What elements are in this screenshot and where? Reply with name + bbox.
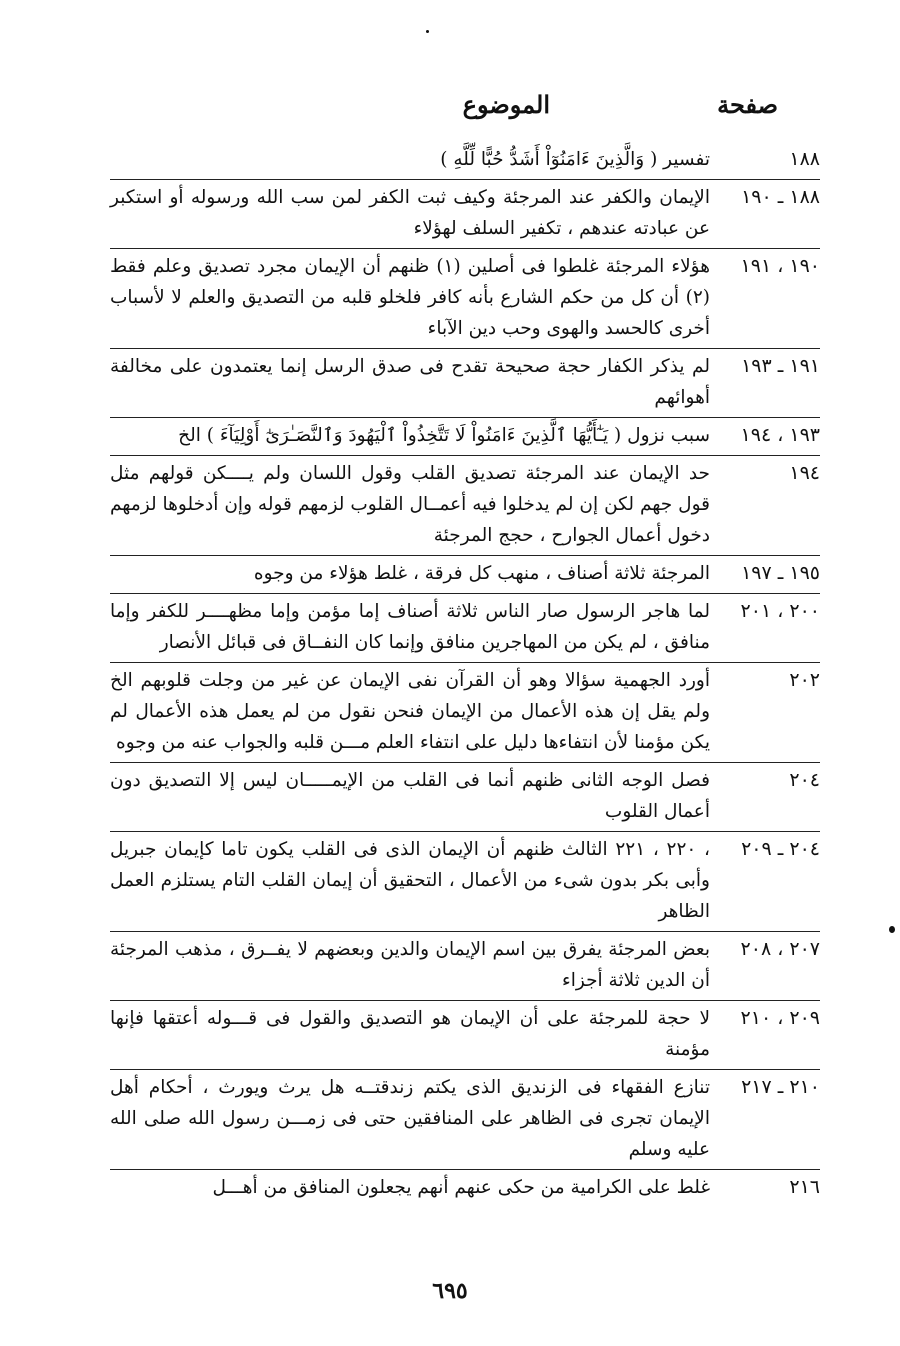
index-entry bbox=[110, 418, 820, 456]
entry-topic-text: الإيمان والكفر عند المرجئة وكيف ثبت الكفر لمن سب الله ورسوله أو استكبر عن عبادته عندهم ، تكفير السلف لهؤلاء bbox=[110, 187, 710, 239]
entry-page-range: ٢٠٤ ـ ٢٠٩ bbox=[741, 838, 820, 860]
index-entry bbox=[110, 556, 820, 594]
page-column-heading: صفحة bbox=[717, 90, 778, 119]
entry-topic-text: هؤلاء المرجئة غلطوا فى أصلين (١) ظنهم أن الإيمان مجرد تصديق وعلم فقط (٢) أن كل من حكم الشارع بأنه كافر فلخلو قلبه من التصديق والعلم لا لأسباب أخرى كالحسد والهوى وحب دين الآباء bbox=[110, 256, 710, 339]
entry-page-range: ٢٠٩ ، ٢١٠ bbox=[740, 1007, 820, 1029]
entry-page-range: ١٩٣ ، ١٩٤ bbox=[740, 424, 820, 446]
entry-topic-text: سبب نزول ( يَـٰٓأَيُّهَا ٱلَّذِينَ ءَامَنُواْ لَا تَتَّخِذُواْ ٱلْيَهُودَ وَٱلنَّصَـٰرَىٰٓ أَوْلِيَآءَ ) الخ bbox=[178, 425, 710, 446]
entry-page-range: ٢١٠ ـ ٢١٧ bbox=[741, 1076, 820, 1098]
entry-topic-text: تفسير ( وَالَّذِينَ ءَامَنُوٓاْ أَشَدُّ حُبًّا لِّلَّهِ ) bbox=[440, 149, 710, 170]
index-entry bbox=[110, 1070, 820, 1170]
index-entry bbox=[110, 180, 820, 249]
index-header bbox=[0, 90, 900, 130]
entry-topic-text: لما هاجر الرسول صار الناس ثلاثة أصناف إما مؤمن وإما مظهــــر للكفر وإما منافق ، لم يكن من المهاجرين منافق وإنما كان النفــاق فى قبائل الأنصار bbox=[110, 601, 710, 653]
entry-topic-text: ، ٢٢٠ ، ٢٢١ الثالث ظنهم أن الإيمان الذى فى القلب يكون تاما كإيمان جبريل وأبى بكر بدون شىء من الأعمال ، التحقيق أن إيمان القلب التام يستلزم العمل الظاهر bbox=[110, 839, 710, 922]
entry-page-range: ١٩١ ـ ١٩٣ bbox=[741, 355, 820, 377]
entry-topic-text: حد الإيمان عند المرجئة تصديق القلب وقول اللسان ولم يــــكن قولهم مثل قول جهم لكن إن لم يدخلوا فيه أعمــال القلوب لزمهم قوله وإن أدخلوها لزمهم دخول أعمال الجوارح ، حجج المرجئة bbox=[110, 463, 710, 546]
index-entry bbox=[110, 1001, 820, 1070]
entry-topic-text: المرجئة ثلاثة أصناف ، منهب كل فرقة ، غلط هؤلاء من وجوه bbox=[253, 563, 710, 584]
entry-topic-text: تنازع الفقهاء فى الزنديق الذى يكتم زندقتــه هل يرث ويورث ، أحكام أهل الإيمان تجرى فى الظاهر على المنافقين حتى فى زمـــن رسول الله صلى الله عليه وسلم bbox=[110, 1077, 710, 1160]
index-entry bbox=[110, 142, 820, 180]
index-entry bbox=[110, 663, 820, 763]
entry-page-range: ١٨٨ bbox=[789, 148, 820, 170]
index-entry bbox=[110, 594, 820, 663]
index-entry bbox=[110, 832, 820, 932]
index-entry bbox=[110, 1170, 820, 1207]
page-number: ٦٩٥ bbox=[432, 1278, 468, 1304]
entry-topic-text: بعض المرجئة يفرق بين اسم الإيمان والدين وبعضهم لا يفــرق ، مذهب المرجئة أن الدين ثلاثة أجزاء bbox=[110, 939, 710, 991]
entry-topic-text: غلط على الكرامية من حكى عنهم أنهم يجعلون المنافق من أهـــل bbox=[212, 1177, 710, 1198]
entry-page-range: ١٩٥ ـ ١٩٧ bbox=[741, 562, 820, 584]
index-entry bbox=[110, 456, 820, 556]
entry-page-range: ٢٠٧ ، ٢٠٨ bbox=[740, 938, 820, 960]
entry-page-range: ١٩٠ ، ١٩١ bbox=[740, 255, 820, 277]
entry-topic-text: لا حجة للمرجئة على أن الإيمان هو التصديق والقول فى قـــوله أعتقها فإنها مؤمنة bbox=[110, 1008, 710, 1060]
entry-page-range: ٢٠٢ bbox=[789, 669, 820, 691]
entry-page-range: ٢١٦ bbox=[789, 1176, 820, 1198]
index-entry bbox=[110, 349, 820, 418]
entry-page-range: ١٨٨ ـ ١٩٠ bbox=[741, 186, 820, 208]
entry-page-range: ٢٠٠ ، ٢٠١ bbox=[740, 600, 820, 622]
index-entries bbox=[110, 142, 820, 1207]
index-entry bbox=[110, 932, 820, 1001]
entry-page-range: ٢٠٤ bbox=[789, 769, 820, 791]
entry-page-range: ١٩٤ bbox=[789, 462, 820, 484]
entry-topic-text: لم يذكر الكفار حجة صحيحة تقدح فى صدق الرسل إنما يعتمدون على مخالفة أهوائهم bbox=[110, 356, 710, 408]
index-entry bbox=[110, 249, 820, 349]
scan-speck bbox=[889, 926, 895, 933]
index-entry bbox=[110, 763, 820, 832]
topic-column-heading: الموضوع bbox=[462, 90, 550, 119]
scan-speck bbox=[426, 30, 429, 33]
entry-topic-text: أورد الجهمية سؤالا وهو أن القرآن نفى الإيمان عن غير من وجلت قلوبهم الخ ولم يقل إن هذه الأعمال من الإيمان فنحن نقول من لم يعمل هذه الأعمال لم يكن مؤمنا لأن انتفاءها دليل على انتفاء العلم مـــن قلبه والجواب عنه من وجوه bbox=[110, 670, 710, 753]
entry-topic-text: فصل الوجه الثانى ظنهم أنما فى القلب من الإيمـــــان ليس إلا التصديق دون أعمال القلوب bbox=[110, 770, 710, 822]
